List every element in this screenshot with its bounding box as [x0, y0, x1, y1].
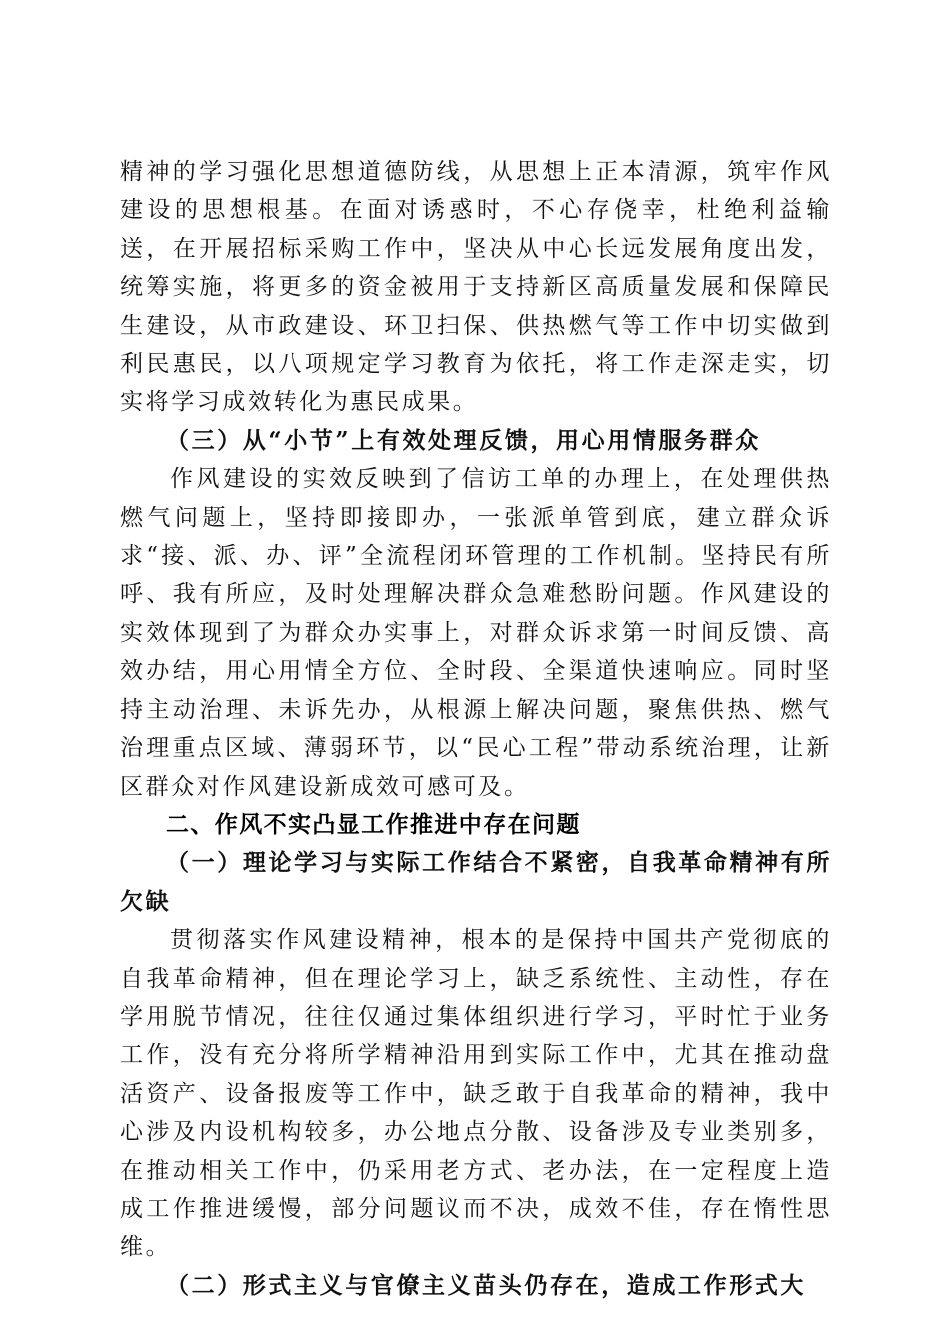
- subsection-heading: （三）从“小节”上有效处理反馈，用心用情服务群众: [166, 426, 761, 454]
- section-heading: 二、作风不实凸显工作推进中存在问题: [166, 811, 581, 838]
- document-body: [120, 153, 832, 1305]
- subsection-heading: （一）理论学习与实际工作结合不紧密，自我革命精神有所欠缺: [120, 849, 832, 915]
- body-paragraph: 作风建设的实效反映到了信访工单的办理上，在处理供热燃气问题上，坚持即接即办，一张派单管到底，建立群众诉求“接、派、办、评”全流程闭环管理的工作机制。坚持民有所呼、我有所应，及时处理解决群众急难愁盼问题。作风建设的实效体现到了为群众办实事上，对群众诉求第一时间反馈、高效办结，用心用情全方位、全时段、全渠道快速响应。同时坚持主动治理、未诉先办，从根源上解决问题，聚焦供热、燃气治理重点区域、薄弱环节，以“民心工程”带动系统治理，让新区群众对作风建设新成效可感可及。: [120, 466, 832, 800]
- body-paragraph: 精神的学习强化思想道德防线，从思想上正本清源，筑牢作风建设的思想根基。在面对诱惑时，不心存侥幸，杜绝利益输送，在开展招标采购工作中，坚决从中心长远发展角度出发，统筹实施，将更多的资金被用于支持新区高质量发展和保障民生建设，从市政建设、环卫扫保、供热燃气等工作中切实做到利民惠民，以八项规定学习教育为依托，将工作走深走实，切实将学习成效转化为惠民成果。: [120, 159, 832, 416]
- body-paragraph: 贯彻落实作风建设精神，根本的是保持中国共产党彻底的自我革命精神，但在理论学习上，缺乏系统性、主动性，存在学用脱节情况，往往仅通过集体组织进行学习，平时忙于业务工作，没有充分将所学精神沿用到实际工作中，尤其在推动盘活资产、设备报废等工作中，缺乏敢于自我革命的精神，我中心涉及内设机构较多，办公地点分散、设备涉及专业类别多，在推动相关工作中，仍采用老方式、老办法，在一定程度上造成工作推进缓慢，部分问题议而不决，成效不佳，存在惰性思维。: [120, 927, 832, 1261]
- subsection-heading: （二）形式主义与官僚主义苗头仍存在，造成工作形式大: [166, 1271, 806, 1299]
